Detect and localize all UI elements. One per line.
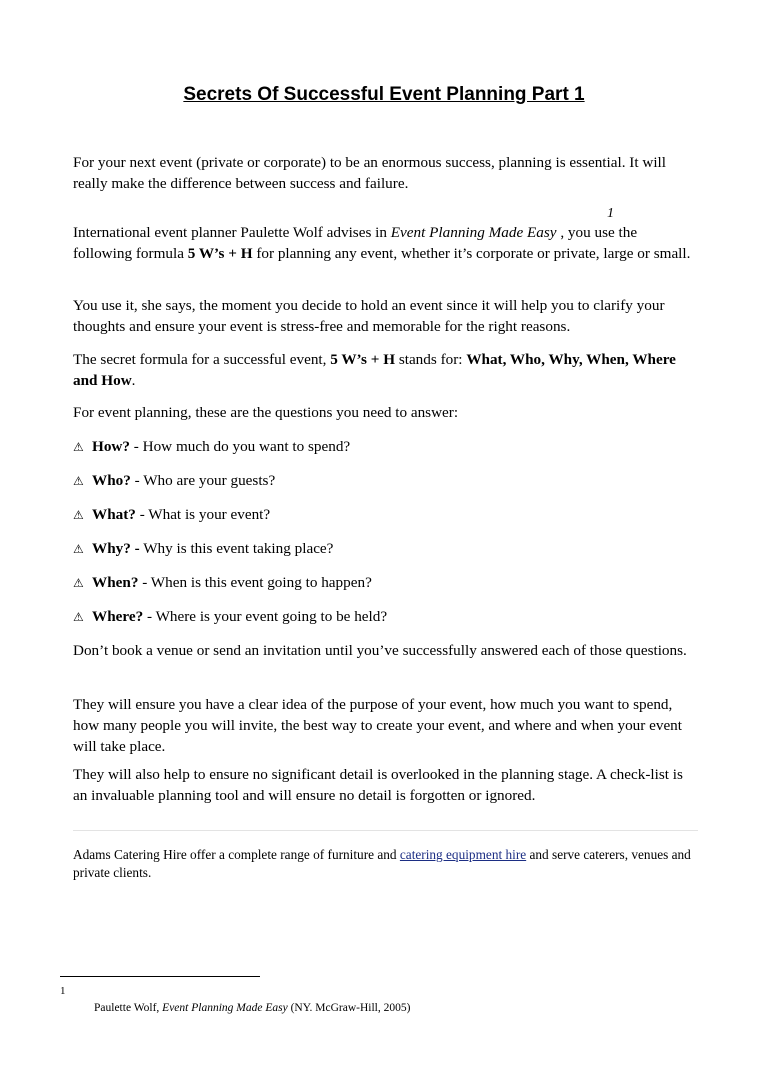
- secret-formula-paragraph: The secret formula for a successful event, 5 W’s + H stands for: What, Who, Why, When, Where and How.: [73, 351, 676, 389]
- question-list: What, Who, Why, When, Where and How: [73, 351, 676, 389]
- usage-paragraph: You use it, she says, the moment you decide to hold an event since it will help you to clarify your thoughts and ensure your event is stress-free and memorable for the right reasons.: [73, 297, 665, 335]
- formula-paragraph: International event planner Paulette Wolf advises in Event Planning Made Easy , you use the following formula 5 W’s + H for planning any event, whether it’s corporate or private, large or small.: [73, 224, 691, 262]
- catering-hire-link[interactable]: catering equipment hire: [399, 847, 527, 862]
- bullet-icon: ⚠: [73, 508, 84, 522]
- formula-text: 5 W’s + H: [187, 245, 253, 262]
- footnote-number: 1: [60, 985, 66, 997]
- footnote-divider: [60, 976, 260, 977]
- page-title: Secrets Of Successful Event Planning Part 1: [183, 84, 585, 105]
- bullet-icon: ⚠: [73, 576, 84, 590]
- bullet-icon: ⚠: [73, 610, 84, 624]
- intro-paragraph: For your next event (private or corporate) to be an enormous success, planning is essential. It will really make the difference between success and failure.: [73, 154, 666, 192]
- divider: [73, 830, 698, 831]
- checklist-paragraph: They will also help to ensure no significant detail is overlooked in the planning stage. A check-list is an invaluable planning tool and will ensure no detail is forgotten or ignored.: [73, 766, 683, 804]
- footnote-reference: 1: [607, 206, 614, 221]
- list-item: ⚠ Where? - Where is your event going to be held?: [73, 606, 387, 628]
- footnote-text: Paulette Wolf, Event Planning Made Easy (NY. McGraw-Hill, 2005): [94, 1002, 411, 1014]
- list-item: ⚠ When? - When is this event going to happen?: [73, 572, 372, 594]
- list-item: ⚠ How? - How much do you want to spend?: [73, 436, 350, 458]
- bullet-icon: ⚠: [73, 474, 84, 488]
- bullet-icon: ⚠: [73, 440, 84, 454]
- list-item: ⚠ Why? - Why is this event taking place?: [73, 538, 333, 560]
- purpose-paragraph: They will ensure you have a clear idea of the purpose of your event, how much you want to spend, how many people you will invite, the best way to create your event, and where and when your event will take place.: [73, 696, 682, 755]
- book-title: Event Planning Made Easy: [390, 224, 557, 241]
- bullet-icon: ⚠: [73, 542, 84, 556]
- list-item: ⚠ Who? - Who are your guests?: [73, 470, 275, 492]
- questions-intro: For event planning, these are the questions you need to answer:: [73, 404, 459, 421]
- promo-text: Adams Catering Hire offer a complete range of furniture and catering equipment hire and serve caterers, venues and private clients.: [73, 847, 691, 880]
- list-item: ⚠ What? - What is your event?: [73, 504, 270, 526]
- venue-paragraph: Don’t book a venue or send an invitation until you’ve successfully answered each of those questions.: [73, 642, 687, 659]
